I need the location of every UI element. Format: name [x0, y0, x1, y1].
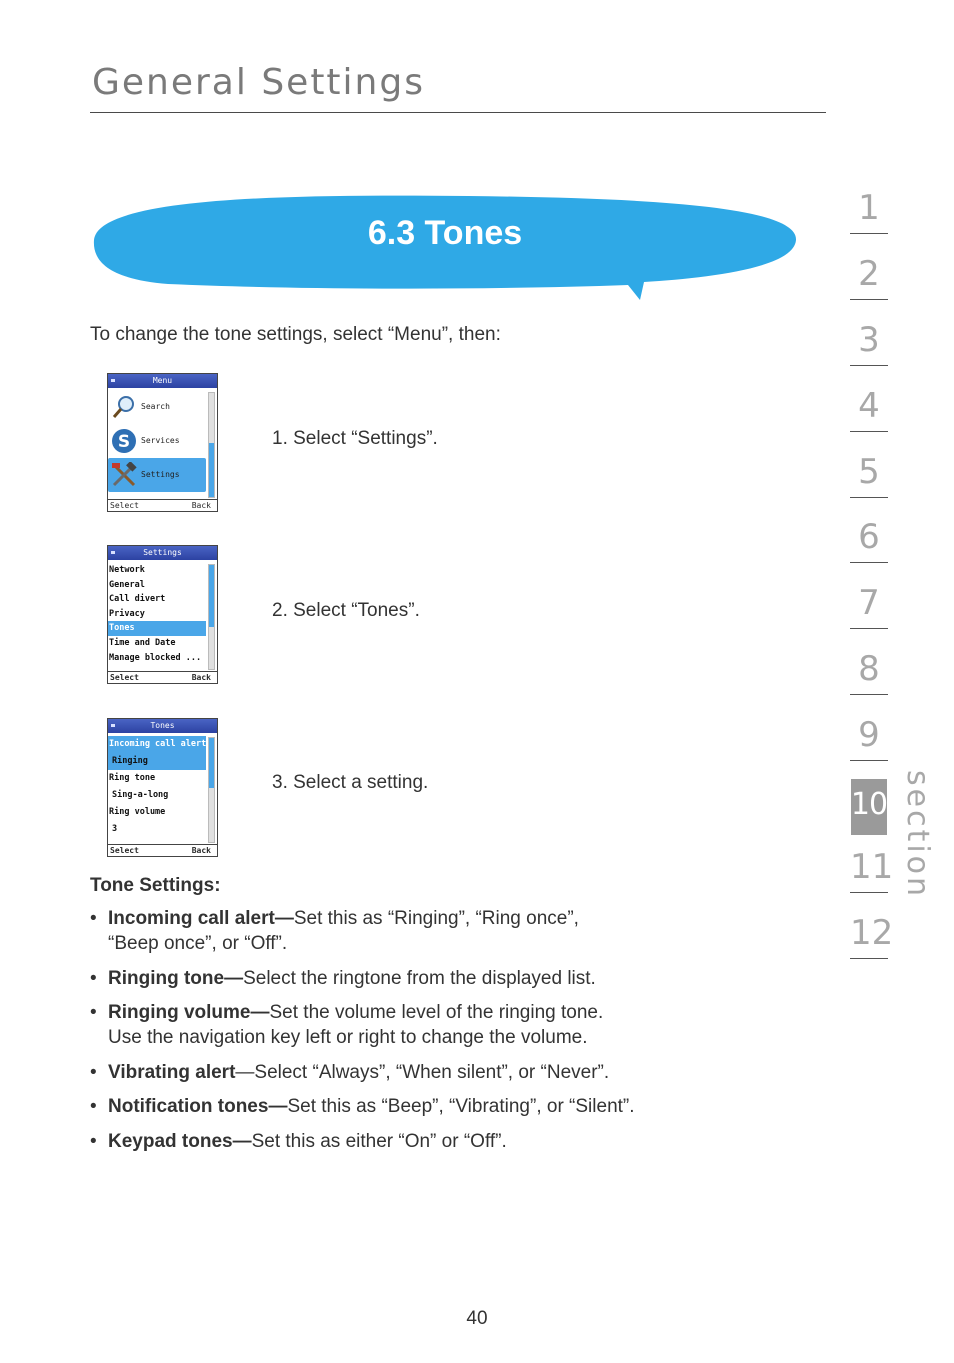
- section-nav-item-5[interactable]: 5: [850, 450, 888, 516]
- tones-screenshot: [107, 718, 218, 857]
- softkey-back: Back: [191, 673, 211, 682]
- tone-setting-item: • Incoming call alert—Set this as “Ringing”, “Ring once”, “Beep once”, or “Off”.: [90, 908, 579, 954]
- intro-text: To change the tone settings, select “Menu”, then:: [90, 324, 501, 345]
- tones-screen-titlebar: [108, 719, 217, 733]
- section-title: 6.3 Tones: [367, 214, 523, 252]
- section-nav-item-11[interactable]: 11: [850, 845, 888, 911]
- settings-scrollbar: [208, 564, 215, 670]
- menu-item-services: [108, 424, 206, 458]
- menu-item-settings: [108, 458, 206, 492]
- settings-screen-titlebar: [108, 546, 217, 560]
- section-nav: [850, 186, 894, 977]
- tone-setting-term: Vibrating alert: [108, 1061, 236, 1083]
- section-nav-item-8[interactable]: 8: [850, 647, 888, 713]
- softkey-select: Select: [110, 501, 139, 510]
- section-nav-item-9[interactable]: 9: [850, 713, 888, 779]
- settings-list-item: Network: [109, 565, 145, 575]
- step-3: 3. Select a setting.: [272, 772, 429, 793]
- tone-setting-item: • Ringing tone—Select the ringtone from the displayed list.: [90, 967, 596, 989]
- titlebar-indicator-icon: [111, 724, 115, 727]
- menu-scrollbar: [208, 392, 215, 498]
- tones-list-item: Ring tone: [109, 773, 156, 783]
- menu-item-search: [108, 390, 206, 424]
- section-nav-item-3[interactable]: 3: [850, 318, 888, 384]
- section-nav-item-7[interactable]: 7: [850, 581, 888, 647]
- titlebar-indicator-icon: [111, 379, 115, 382]
- magnifier-icon: [111, 394, 137, 420]
- menu-screenshot: [107, 373, 218, 512]
- tones-list-value: Sing-a-long: [112, 790, 169, 800]
- tones-softkeys: [108, 844, 217, 856]
- section-nav-item-1[interactable]: 1: [850, 186, 888, 252]
- tone-setting-desc: Set this as “Beep”, “Vibrating”, or “Silent”.: [287, 1096, 635, 1117]
- settings-list-item-selected: Tones: [108, 621, 206, 636]
- tone-setting-desc-cont: “Beep once”, or “Off”.: [108, 933, 288, 954]
- tone-setting-item: • Vibrating alert—Select “Always”, “When silent”, or “Never”.: [90, 1061, 610, 1083]
- tone-setting-item: • Ringing volume—Set the volume level of the ringing tone. Use the navigation key left or right to change the volume.: [90, 1002, 604, 1048]
- page-header-title: General Settings: [92, 62, 425, 103]
- softkey-back: Back: [191, 501, 211, 510]
- svg-text:S: S: [117, 432, 131, 452]
- tone-setting-desc: Set this as either “On” or “Off”.: [251, 1130, 507, 1152]
- section-label: section: [900, 770, 935, 900]
- tone-setting-desc: —Select “Always”, “When silent”, or “Never”.: [235, 1061, 610, 1083]
- softkey-back: Back: [191, 846, 211, 855]
- tone-setting-term: Ringing volume—: [108, 1002, 270, 1023]
- menu-screen-titlebar: [108, 374, 217, 388]
- section-nav-item-10-active[interactable]: 10: [850, 779, 888, 845]
- tones-list-item-selected: Incoming call alert: [109, 739, 207, 749]
- menu-item-label: Settings: [141, 470, 180, 479]
- step-2: 2. Select “Tones”.: [272, 600, 420, 621]
- settings-list-item: General: [109, 579, 145, 590]
- section-nav-item-6[interactable]: 6: [850, 515, 888, 581]
- settings-list-item: Time and Date: [109, 637, 176, 648]
- skype-icon: [111, 428, 137, 454]
- tone-setting-desc: Set the volume level of the ringing tone.: [269, 1002, 604, 1023]
- tones-list-item: Ring volume: [109, 807, 166, 817]
- tones-list-value: 3: [112, 824, 118, 834]
- tones-list-value-selected: Ringing: [112, 756, 148, 766]
- tones-screen-title: Tones: [150, 721, 175, 730]
- titlebar-indicator-icon: [111, 551, 115, 554]
- tone-setting-term: Notification tones—: [108, 1096, 288, 1117]
- tone-settings-heading: Tone Settings:: [90, 875, 221, 896]
- settings-list-item: Privacy: [109, 608, 145, 619]
- tone-setting-item: • Keypad tones—Set this as either “On” or “Off”.: [90, 1130, 507, 1152]
- menu-item-label: Services: [141, 436, 180, 445]
- softkey-select: Select: [110, 673, 139, 682]
- section-nav-item-4[interactable]: 4: [850, 384, 888, 450]
- tone-setting-desc: Set this as “Ringing”, “Ring once”,: [293, 908, 579, 929]
- settings-list-item: Manage blocked ...: [109, 652, 202, 663]
- section-nav-item-12[interactable]: 12: [850, 911, 888, 977]
- tone-setting-term: Ringing tone—: [108, 967, 244, 989]
- menu-screen-title: Menu: [152, 376, 173, 385]
- section-nav-item-2[interactable]: 2: [850, 252, 888, 318]
- softkey-select: Select: [110, 846, 139, 855]
- settings-list-item: Call divert: [109, 594, 166, 605]
- menu-softkeys: [108, 499, 217, 511]
- settings-softkeys: [108, 671, 217, 683]
- header-divider: [90, 112, 826, 113]
- tone-setting-term: Incoming call alert—: [108, 908, 294, 929]
- tools-icon: [111, 462, 137, 488]
- tone-setting-desc-cont: Use the navigation key left or right to change the volume.: [108, 1027, 588, 1048]
- tone-setting-desc: Select the ringtone from the displayed list.: [243, 967, 596, 989]
- tone-setting-item: • Notification tones—Set this as “Beep”, “Vibrating”, or “Silent”.: [90, 1096, 635, 1117]
- settings-screenshot: [107, 545, 218, 684]
- step-1: 1. Select “Settings”.: [272, 428, 438, 449]
- settings-screen-title: Settings: [143, 548, 182, 557]
- menu-item-label: Search: [141, 402, 170, 411]
- tones-scrollbar: [208, 737, 215, 843]
- page-number: 40: [466, 1308, 488, 1329]
- tone-setting-term: Keypad tones—: [108, 1130, 252, 1152]
- tone-settings-list: [90, 906, 790, 1163]
